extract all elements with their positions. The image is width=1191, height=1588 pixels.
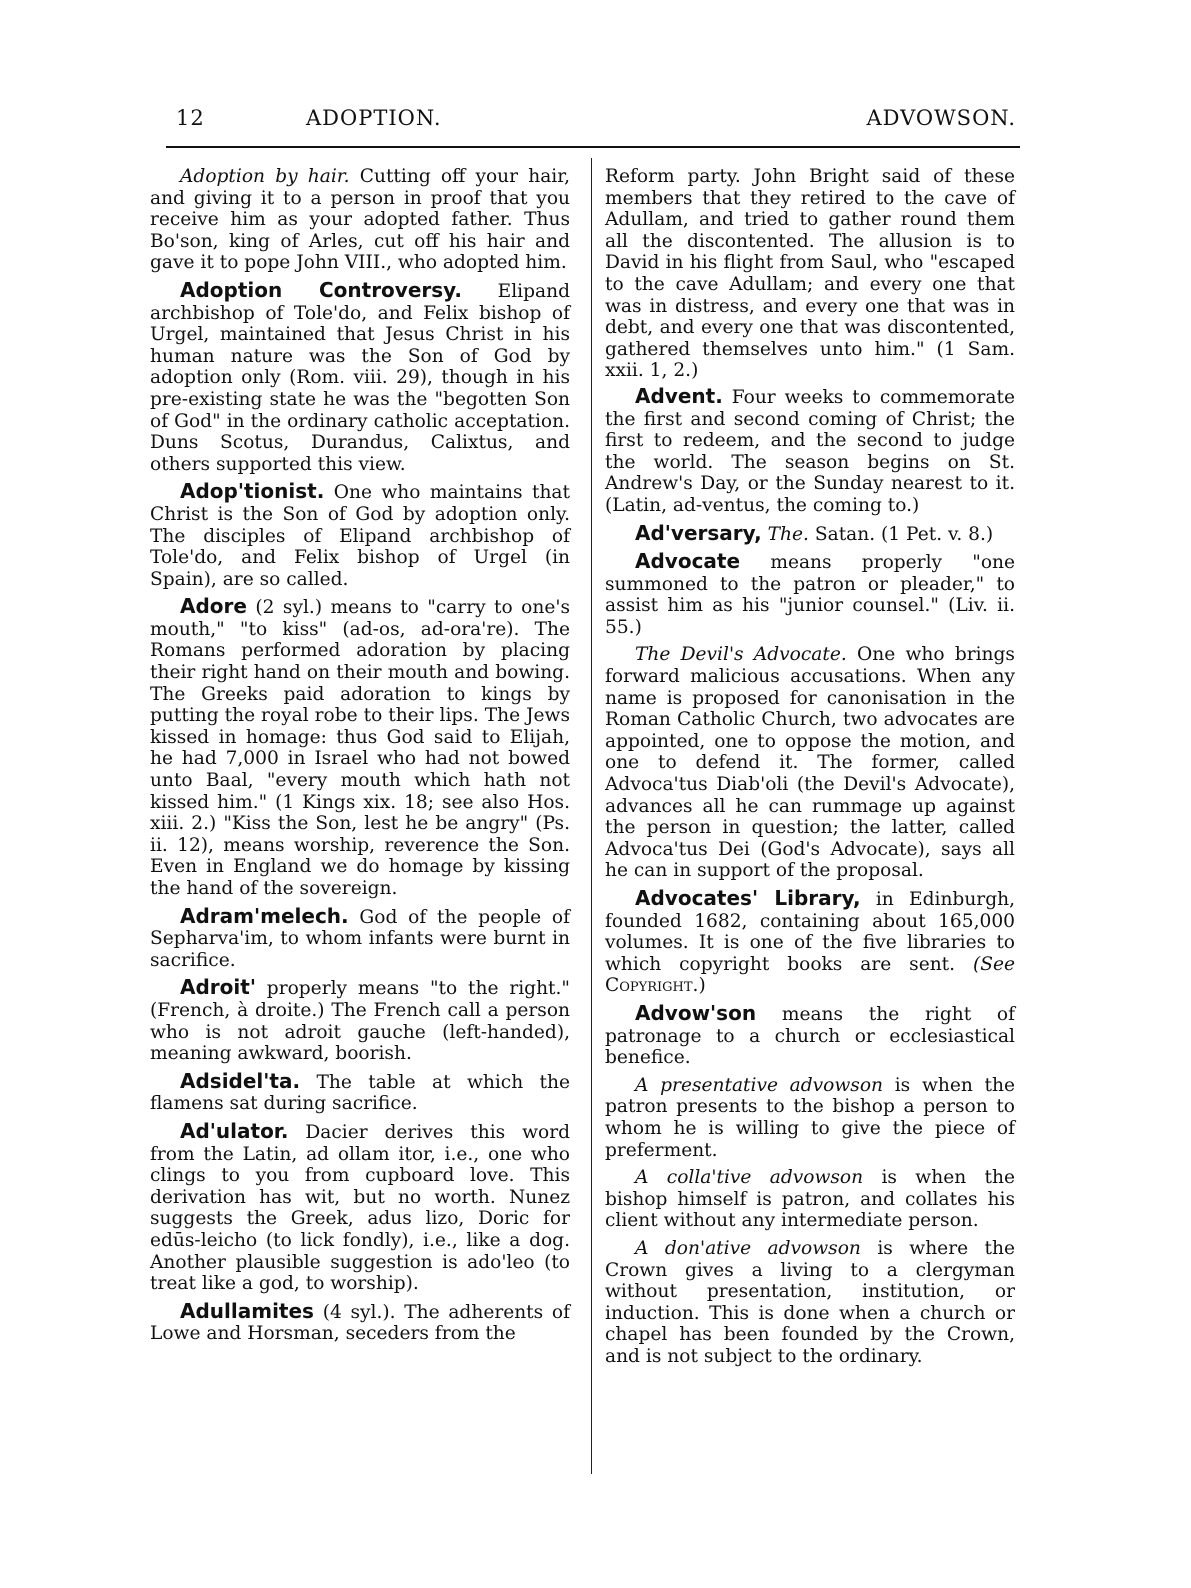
entry-advocate — [605, 551, 1015, 638]
running-header — [176, 106, 1016, 142]
headword: Adram'melech. — [180, 903, 349, 928]
term: A colla'tive advowson — [635, 1167, 864, 1189]
definition: Satan. (1 Pet. v. 8.) — [814, 523, 994, 545]
headword: Adsidel'ta. — [180, 1068, 301, 1093]
see-label: (See — [972, 953, 1015, 975]
entry-presentative-advowson — [605, 1075, 1015, 1161]
headword: Ad'ulator. — [180, 1118, 289, 1143]
entry-devils-advocate — [605, 644, 1015, 882]
entry-adsidelta — [150, 1068, 570, 1115]
see-close: .) — [692, 975, 706, 997]
entry-advowson — [605, 1000, 1015, 1069]
headword: Advent. — [635, 383, 723, 408]
headword: Adoption Controversy. — [180, 277, 462, 302]
entry-adore — [150, 596, 570, 899]
headword-suffix: The. — [767, 523, 809, 545]
entry-adullamites-continued: Reform party. John Bright said of these members that they retired to the cave of Adullam, and tried to gather round them all the discontented. The allusion is to David in his flight from Saul, who "escaped to the cave Adullam; and every one that was in distress, and every one that was in debt, and every one that was discontented, gathered themselves unto him." (1 Sam. xxii. 1, 2.) — [605, 166, 1015, 382]
entry-advocates-library — [605, 888, 1015, 997]
definition: Four weeks to commemorate the first and second coming of Christ; the first to redeem, and the second to judge the world. The season begins on St. Andrew's Day, or the Sunday nearest to it. (Latin, ad-ventus, the coming to.) — [605, 386, 1015, 516]
headword: Adroit' — [180, 975, 256, 1000]
header-left-title: ADOPTION. — [306, 106, 442, 130]
term: A don'ative advowson — [635, 1237, 861, 1259]
definition: God of the people of Sepharva'im, to whom infants were burnt in sacrifice. — [150, 906, 570, 971]
term: Adoption by hair. — [180, 166, 350, 187]
headword: Adop'tionist. — [180, 479, 325, 504]
entry-adoption-controversy — [150, 277, 570, 475]
headword: Advocates' Library, — [635, 886, 861, 910]
headword: Adore — [180, 594, 247, 619]
entry-collative-advowson — [605, 1167, 1015, 1232]
definition: is when the patron presents to the bishop a person to whom he is willing to give the piece of preferment. — [605, 1074, 1015, 1161]
definition: One who brings forward malicious accusations. When any name is proposed for canonisation in the Roman Catholic Church, two advocates are appointed, one to oppose the motion, and one to defend it. The former, called Advoca'tus Diab'oli (the Devil's Advocate), advances all he can rummage up against the person in question; the latter, called Advoca'tus Dei (God's Advocate), says all he can in support of the proposal. — [605, 644, 1015, 882]
entry-advent — [605, 383, 1015, 517]
definition: Elipand archbishop of Tole'do, and Felix bishop of Urgel, maintained that Jesus Christ in his human nature was the Son of God by adoption only (Rom. viii. 29), though in his pre-existing state he was the "begotten Son of God" in the ordinary catholic acceptation. Duns Scotus, Durandus, Calixtus, and others supported this view. — [150, 280, 570, 475]
definition: Cutting off your hair, and giving it to a person in proof that you receive him as your adopted father. Thus Bo'son, king of Arles, cut off his hair and gave it to pope John VIII., who adopted him. — [150, 166, 570, 274]
right-column — [605, 166, 1015, 1373]
headword: Adullamites — [180, 1298, 314, 1323]
definition: The table at which the flamens sat during sacrifice. — [150, 1071, 570, 1115]
definition: means the right of patronage to a church or ecclesiastical benefice. — [605, 1003, 1015, 1069]
headword: Advocate — [635, 549, 741, 574]
definition: means properly "one summoned to the patron or pleader," to assist him as his "junior counsel." (Liv. ii. 55.) — [605, 552, 1015, 638]
header-rule — [166, 146, 1020, 148]
term: A presentative advowson — [635, 1074, 883, 1096]
headword: Advow'son — [635, 1000, 757, 1025]
definition: (2 syl.) means to "carry to one's mouth," "to kiss" (ad-os, ad-ora're). The Romans performed adoration by placing their right hand on their mouth and bowing. The Greeks paid adoration to kings by putting the royal robe to their lips. The Jews kissed in homage: thus God said to Elijah, he had 7,000 in Israel who had not bowed unto Baal, "every mouth which hath not kissed him." (1 Kings xix. 18; see also Hos. xiii. 2.) "Kiss the Son, lest he be angry" (Ps. ii. 12), means worship, reverence the Son. Even in England we do homage by kissing the hand of the sovereign. — [150, 597, 570, 899]
definition: properly means "to the right." (French, à droite.) The French call a person who is not adroit gauche (left-handed), meaning awkward, boorish. — [150, 978, 570, 1065]
entry-adversary — [605, 520, 1015, 546]
entry-adroit — [150, 977, 570, 1064]
definition: is when the bishop himself is patron, and collates his client without any intermediate person. — [605, 1167, 1015, 1232]
cross-reference: Copyright — [605, 975, 693, 997]
entry-adulator — [150, 1118, 570, 1295]
definition: Dacier derives this word from the Latin, ad ollam itor, i.e., one who clings to you from cupboard love. This derivation has wit, but no worth. Nunez suggests the Greek, adus lizo, Doric for edūs-leicho (to lick fondly), i.e., like a dog. Another plausible suggestion is ado'leo (to treat like a god, to worship). — [150, 1121, 570, 1295]
entry-donative-advowson — [605, 1238, 1015, 1368]
header-right-title: ADVOWSON. — [866, 106, 1016, 130]
definition: One who maintains that Christ is the Son of God by adoption only. The disciples of Elipand archbishop of Tole'do, and Felix bishop of Urgel (in Spain), are so called. — [150, 482, 570, 590]
entry-adoption-by-hair — [150, 166, 570, 274]
definition: (4 syl.). The adherents of Lowe and Horsman, seceders from the — [150, 1301, 570, 1345]
page-number: 12 — [176, 106, 205, 130]
definition: in Edinburgh, founded 1682, containing about 165,000 volumes. It is one of the five libraries to which copyright books are sent. — [605, 889, 1015, 975]
entry-adullamites — [150, 1298, 570, 1345]
term: The Devil's Advocate. — [635, 644, 847, 666]
column-divider — [591, 158, 592, 1474]
left-column — [150, 166, 570, 1351]
entry-adrammelech — [150, 903, 570, 972]
entry-adoptionist — [150, 481, 570, 590]
definition: is where the Crown gives a living to a clergyman without presentation, institution, or induction. This is done when a church or chapel has been founded by the Crown, and is not subject to the ordinary. — [605, 1237, 1015, 1367]
headword: Ad'versary, — [635, 520, 762, 545]
